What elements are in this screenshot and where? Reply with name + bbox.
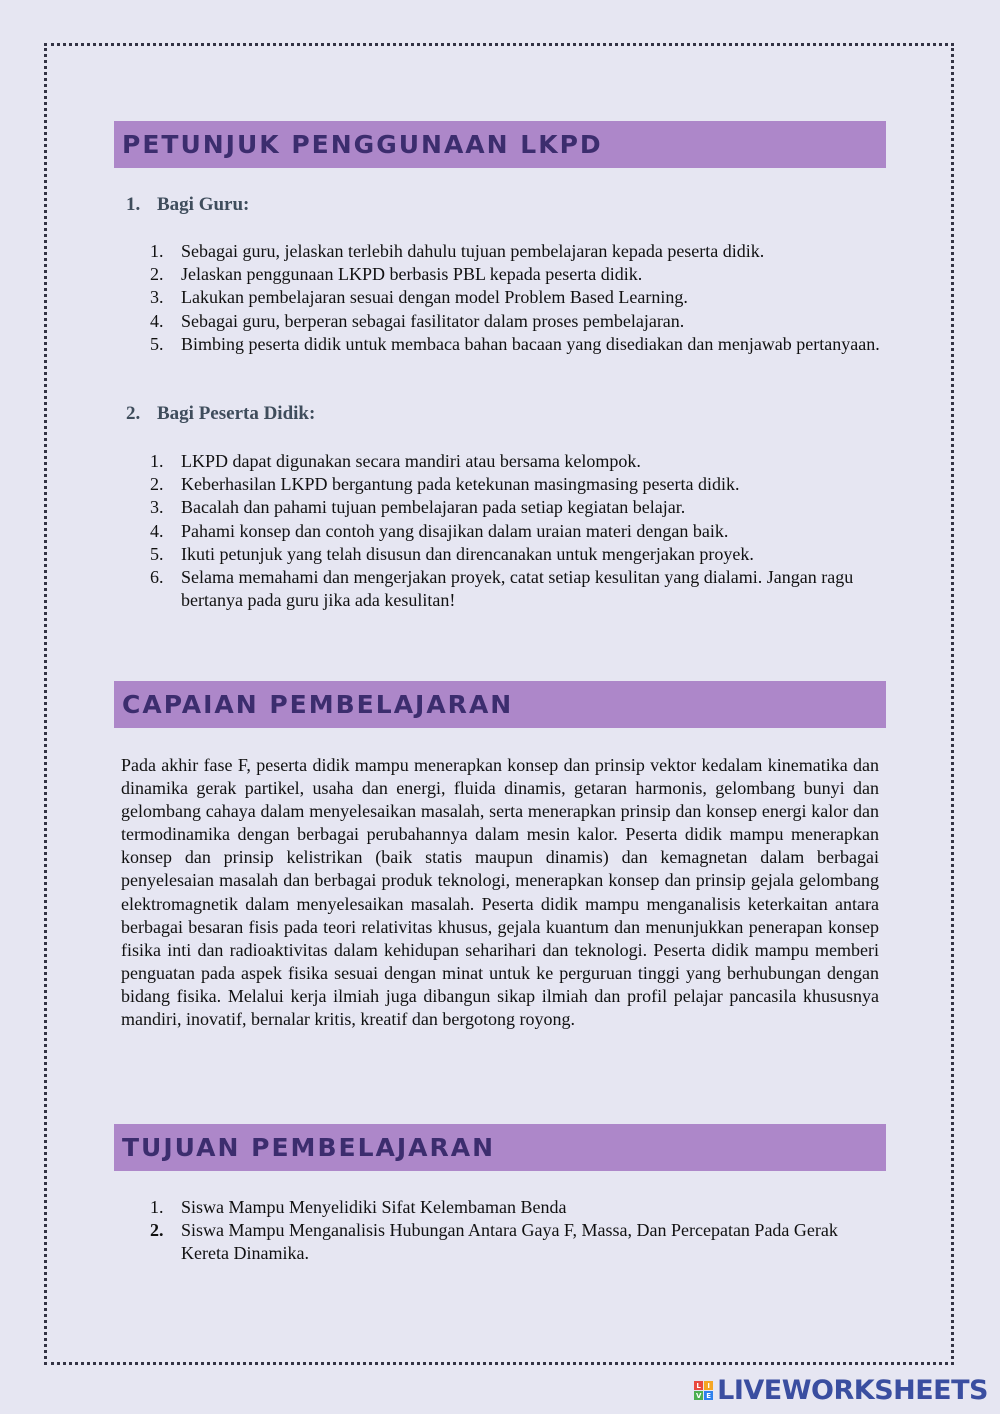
list-item-text: Lakukan pembelajaran sesuai dengan model Problem Based Learning. [181,287,688,308]
list-item [150,450,880,473]
logo-letter: V [695,1391,702,1400]
section-title-capaian: CAPAIAN PEMBELAJARAN [122,690,514,719]
list-item-number: 1. [150,451,164,471]
list-item [150,1196,880,1219]
section-banner-petunjuk [114,121,886,168]
section-title-tujuan: TUJUAN PEMBELAJARAN [122,1133,496,1162]
logo-letter: I [704,1381,713,1390]
list-item [150,543,880,566]
capaian-paragraph: Pada akhir fase F, peserta didik mampu menerapkan konsep dan prinsip vektor kedalam kinematika dan dinamika gerak partikel, usaha dan energi, fluida dinamis, getaran harmonis, gelombang bunyi dan gelombang cahaya dalam menyelesaikan masalah, serta menerapkan prinsip dan konsep energi kalor dan termodinamika dengan berbagai perubahannya dalam mesin kalor. Peserta didik mampu menerapkan konsep dan prinsip kelistrikan (baik statis maupun dinamis) dan kemagnetan dalam berbagai penyelesaian masalah dan berbagai produk teknologi, menerapkan konsep dan prinsip gejala gelombang elektromagnetik dalam menyelesaikan masalah. Peserta didik mampu menganalisis keterkaitan antara berbagai besaran fisis pada teori relativitas khusus, gejala kuantum dan menunjukkan penerapan konsep fisika inti dan radioaktivitas dalam kehidupan seharihari dan teknologi. Peserta didik mampu memberi penguatan pada aspek fisika sesuai dengan minat untuk ke perguruan tinggi yang berhubungan dengan bidang fisika. Melalui kerja ilmiah juga dibangun sikap ilmiah dan profil pelajar pancasila khususnya mandiri, inovatif, bernalar kritis, kreatif dan bergotong royong. [121,755,879,1030]
list-item-text: Sebagai guru, berperan sebagai fasilitator dalam proses pembelajaran. [181,310,685,331]
list-item [150,520,880,543]
list-item-number: 5. [150,333,164,354]
list-item-text: Keberhasilan LKPD bergantung pada ketekunan masingmasing peserta didik. [181,474,740,495]
list-item-text: Pahami konsep dan contoh yang disajikan dalam uraian materi dengan baik. [181,520,729,541]
list-item [150,1219,880,1265]
subheading-bagi-peserta-didik [126,403,315,425]
list-item [150,496,880,519]
list-item-text: Bacalah dan pahami tujuan pembelajaran pada setiap kegiatan belajar. [181,497,686,518]
list-item-number: 1. [150,1197,164,1217]
list-item-text: Siswa Mampu Menyelidiki Sifat Kelembaman Benda [181,1197,567,1217]
section-banner-capaian [114,681,886,728]
list-guru [150,240,880,356]
subheading-number: 2. [126,403,141,424]
list-item-number: 3. [150,497,164,518]
list-item-text: LKPD dapat digunakan secara mandiri atau bersama kelompok. [181,451,641,471]
list-item-number: 2. [150,474,164,495]
list-item-number: 4. [150,520,164,541]
subheading-text: Bagi Guru: [157,194,250,215]
list-item [150,473,880,496]
list-item-text: Sebagai guru, jelaskan terlebih dahulu tujuan pembelajaran kepada peserta didik. [181,241,765,261]
subheading-bagi-guru [126,194,249,216]
logo-letter: E [704,1391,713,1400]
list-item [150,310,880,333]
list-peserta-didik [150,450,880,612]
liveworksheets-logo-icon [694,1381,713,1400]
list-item-text: Siswa Mampu Menganalisis Hubungan Antara Gaya F, Massa, Dan Percepatan Pada Gerak Kereta Dinamika. [181,1220,838,1264]
list-item-text: Ikuti petunjuk yang telah disusun dan direncanakan untuk mengerjakan proyek. [181,543,754,564]
liveworksheets-wordmark: LIVEWORKSHEETS [717,1375,988,1406]
list-item [150,240,880,263]
section-title-petunjuk: PETUNJUK PENGGUNAAN LKPD [122,130,603,159]
section-banner-tujuan [114,1124,886,1171]
list-item [150,286,880,309]
list-item-text: Jelaskan penggunaan LKPD berbasis PBL kepada peserta didik. [181,264,643,285]
liveworksheets-logo [694,1375,988,1406]
list-item-number: 1. [150,241,164,261]
list-item-number: 4. [150,310,164,331]
subheading-text: Bagi Peserta Didik: [157,403,316,424]
list-item-number: 3. [150,287,164,308]
list-item [150,333,880,356]
list-item-number: 2. [150,264,164,285]
list-item-text: Selama memahami dan mengerjakan proyek, catat setiap kesulitan yang dialami. Jangan ragu bertanya pada guru jika ada kesulitan! [181,567,854,611]
list-item-number: 6. [150,567,164,588]
list-item-text: Bimbing peserta didik untuk membaca bahan bacaan yang disediakan dan menjawab pertanyaan. [181,333,880,354]
list-item [150,263,880,286]
logo-letter: L [694,1381,703,1390]
list-item [150,566,880,612]
list-tujuan [150,1196,880,1266]
list-item-number: 2. [150,1220,164,1241]
list-item-number: 5. [150,543,164,564]
subheading-number: 1. [126,194,141,215]
